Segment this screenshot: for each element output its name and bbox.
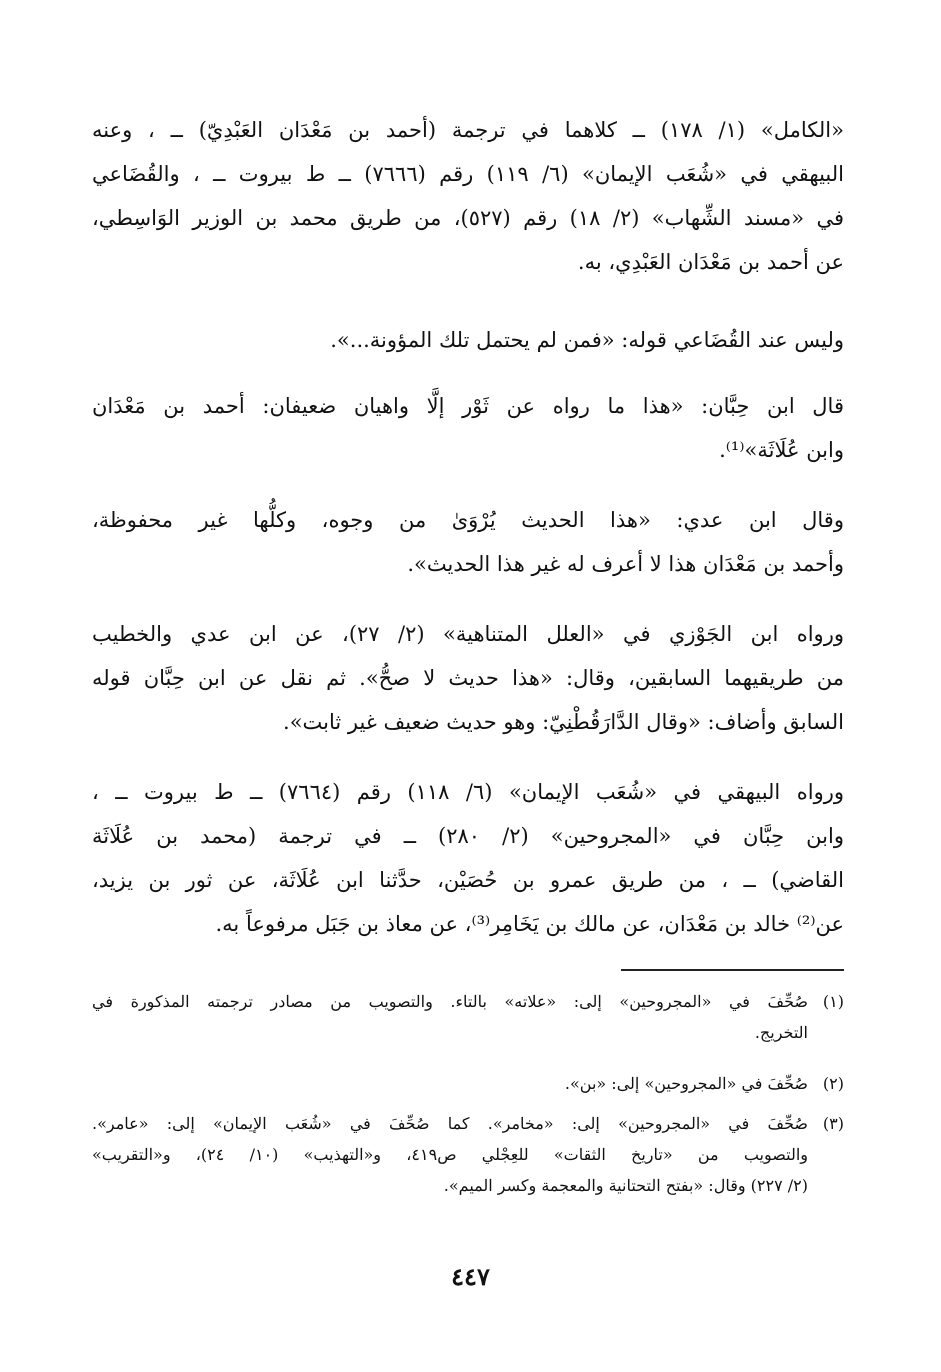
paragraph-line: في «مسند الشِّهاب» (٢/ ١٨) رقم (٥٢٧)، من طريق محمد بن الوزير الوَاسِطي،: [92, 206, 844, 230]
paragraph: [92, 318, 844, 362]
paragraph: [92, 108, 844, 284]
footnote-number: (٢): [822, 1074, 844, 1093]
footnote: [92, 1108, 844, 1201]
paragraph-line: وليس عند القُضَاعي قوله: «فمن لم يحتمل تلك المؤونة...».: [330, 328, 844, 352]
footnote-number: (١): [822, 992, 844, 1011]
footnote-line: [92, 986, 844, 1017]
paragraph-line: عن⁽²⁾ خالد بن مَعْدَان، عن مالك بن يَخَامِر⁽³⁾، عن معاذ بن جَبَل مرفوعاً به.: [215, 912, 844, 936]
footnote-line: [92, 1108, 844, 1139]
footnote-line: التخريج.: [754, 1023, 808, 1042]
paragraph-line: ورواه البيهقي في «شُعَب الإيمان» (٦/ ١١٨) رقم (٧٦٦٤) ــ ط بيروت ــ ،: [92, 780, 844, 804]
paragraph-line: وابن حِبَّان في «المجروحين» (٢/ ٢٨٠) ــ في ترجمة (محمد بن عُلَاثَة: [92, 824, 844, 848]
paragraph-line: ورواه ابن الجَوْزي في «العلل المتناهية» (٢/ ٢٧)، عن ابن عدي والخطيب: [92, 622, 844, 646]
paragraph-line: «الكامل» (١/ ١٧٨) ــ كلاهما في ترجمة (أحمد بن مَعْدَان العَبْدِيّ) ــ ، وعنه: [92, 118, 844, 142]
paragraph-line: البيهقي في «شُعَب الإيمان» (٦/ ١١٩) رقم (٧٦٦٦) ــ ط بيروت ــ ، والقُضَاعي: [92, 162, 844, 186]
footnote-line: والتصويب من «تاريخ الثقات» للعِجْلي ص٤١٩، و«التهذيب» (١٠/ ٢٤)، و«التقريب»: [92, 1145, 809, 1164]
footnote-line: [92, 1068, 844, 1099]
footnote: [92, 986, 844, 1048]
footnote-text: صُحِّفَ في «المجروحين» إلى: «علاته» بالتاء. والتصويب من مصادر ترجمته المذكورة في: [92, 992, 808, 1011]
paragraph: [92, 498, 844, 586]
footnote-text: صُحِّفَ في «المجروحين» إلى: «بن».: [564, 1074, 808, 1093]
paragraph-line: من طريقيهما السابقين، وقال: «هذا حديث لا صحُّ». ثم نقل عن ابن حِبَّان قوله: [92, 666, 844, 690]
paragraph-line: وأحمد بن مَعْدَان هذا لا أعرف له غير هذا الحديث».: [407, 552, 844, 576]
paragraph-line: وابن عُلَاثَة»⁽¹⁾.: [719, 438, 844, 462]
footnote-number: (٣): [822, 1114, 844, 1133]
footnote-separator: [621, 969, 844, 971]
page-number: ٤٤٧: [451, 1262, 490, 1291]
paragraph: [92, 770, 844, 946]
paragraph: [92, 384, 844, 472]
paragraph-line: القاضي) ــ ، من طريق عمرو بن حُصَيْن، حدَّثنا ابن عُلَاثَة، عن ثور بن يزيد،: [92, 868, 844, 892]
footnote-text: صُحِّفَ في «المجروحين» إلى: «مخامر». كما صُحِّفَ في «شُعَب الإيمان» إلى: «عامر».: [92, 1114, 808, 1133]
paragraph-line: السابق وأضاف: «وقال الدَّارَقُطْنِيّ: وهو حديث ضعيف غير ثابت».: [283, 710, 844, 734]
paragraph-line: قال ابن حِبَّان: «هذا ما رواه عن ثَوْر إلَّا واهيان ضعيفان: أحمد بن مَعْدَان: [92, 394, 844, 418]
paragraph-line: عن أحمد بن مَعْدَان العَبْدِي، به.: [577, 250, 844, 274]
paragraph-line: وقال ابن عدي: «هذا الحديث يُرْوَىٰ من وجوه، وكلُّها غير محفوظة،: [92, 508, 844, 532]
footnote-line: (٢/ ٢٢٧) وقال: «بفتح التحتانية والمعجمة وكسر الميم».: [443, 1176, 808, 1195]
footnote: [92, 1068, 844, 1099]
paragraph: [92, 612, 844, 744]
